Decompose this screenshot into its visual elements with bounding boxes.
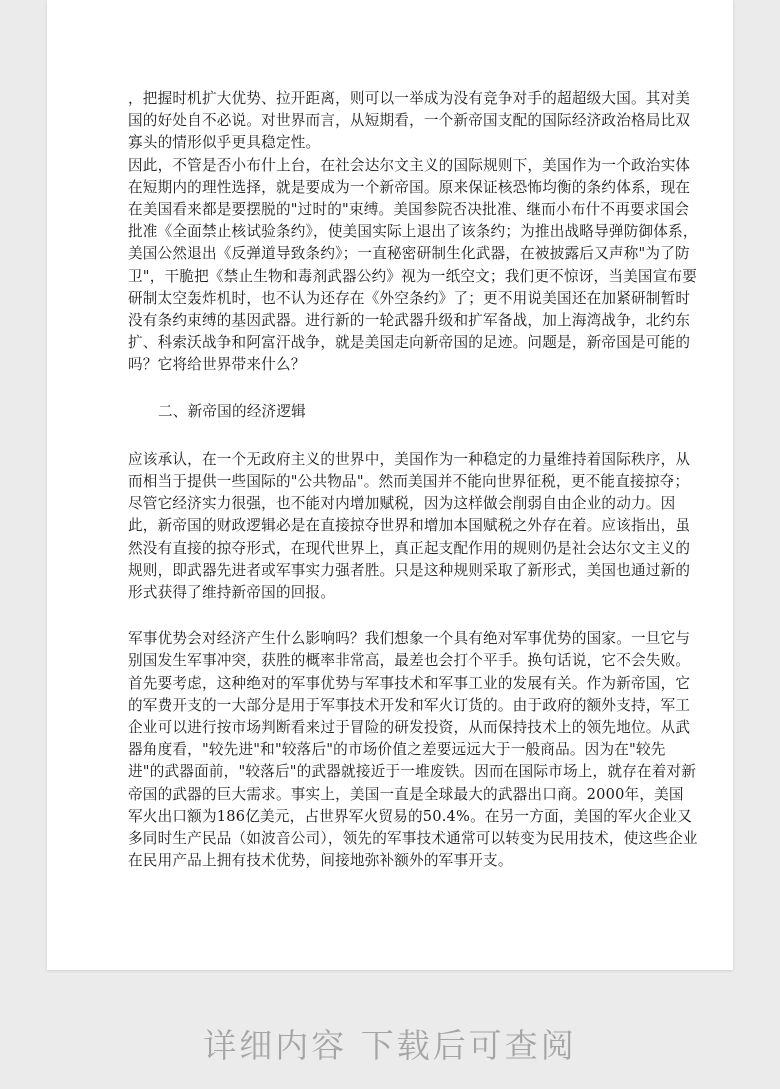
paragraph: 因此，不管是否小布什上台，在社会达尔文主义的国际规则下，美国作为一个政治实体在短期内的理性选择，就是要成为一个新帝国。原来保证核恐怖均衡的条约体系，现在在美国看来都是要摆脱的"过时的"束缚。美国参院否决批准、继而小布什不再要求国会批准《全面禁止核试验条约》，使美国实际上退出了该条约；为推出战略导弹防御体系，美国公然退出《反弹道导致条约》；一直秘密研制生化武器，在被披露后又声称"为了防卫"，干脆把《禁止生物和毒剂武器公约》视为一纸空文；我们更不惊讶，当美国宣布要研制太空轰炸机时，也不认为还存在《外空条约》了；更不用说美国还在加紧研制暂时没有条约束缚的基因武器。进行新的一轮武器升级和扩军备战，加上海湾战争，北约东扩、科索沃战争和阿富汗战争，就是美国走向新帝国的足迹。问题是，新帝国是可能的吗？它将给世界带来什么？ xyxy=(128,156,698,374)
download-hint-text: 详细内容 下载后可查阅 xyxy=(203,1026,577,1065)
paragraph: 军事优势会对经济产生什么影响吗？我们想象一个具有绝对军事优势的国家。一旦它与别国发生军事冲突，获胜的概率非常高，最差也会打个平手。换句话说，它不会失败。首先要考虑，这种绝对的军事优势与军事技术和军事工业的发展有关。作为新帝国，它的军费开支的一大部分是用于军事技术开发和军火订货的。由于政府的额外支持，军工企业可以进行按市场判断看来过于冒险的研发投资，从而保持技术上的领先地位。从武器角度看，"较先进"和"较落后"的市场价值之差要远远大于一般商品。因为在"较先进"的武器面前，"较落后"的武器就接近于一堆废铁。因而在国际市场上，就存在着对新帝国的武器的巨大需求。事实上，美国一直是全球最大的武器出口商。2000年，美国军火出口额为186亿美元，占世界军火贸易的50.4%。在另一方面，美国的军火企业又多同时生产民品（如波音公司），领先的军事技术通常可以转变为民用技术，使这些企业在民用产品上拥有技术优势，间接地弥补额外的军事开支。 xyxy=(128,630,698,870)
section-heading: 二、新帝国的经济逻辑 xyxy=(158,402,306,420)
paragraph: 应该承认，在一个无政府主义的世界中，美国作为一种稳定的力量维持着国际秩序，从而相当于提供一些国际的"公共物品"。然而美国并不能向世界征税，更不能直接掠夺；尽管它经济实力很强，也不能对内增加赋税，因为这样做会削弱自由企业的动力。因此，新帝国的财政逻辑必是在直接掠夺世界和增加本国赋税之外存在着。应该指出，虽然没有直接的掠夺形式，在现代世界上，真正起支配作用的规则仍是社会达尔文主义的规则，即武器先进者或军事实力强者胜。只是这种规则采取了新形式，美国也通过新的形式获得了维持新帝国的回报。 xyxy=(128,450,691,602)
document-body xyxy=(128,88,698,873)
document-page xyxy=(47,0,733,970)
paragraph: ，把握时机扩大优势、拉开距离，则可以一举成为没有竞争对手的超超级大国。其对美国的好处自不必说。对世界而言，从短期看，一个新帝国支配的国际经济政治格局比双寡头的情形似乎更具稳定性。 xyxy=(128,90,691,152)
